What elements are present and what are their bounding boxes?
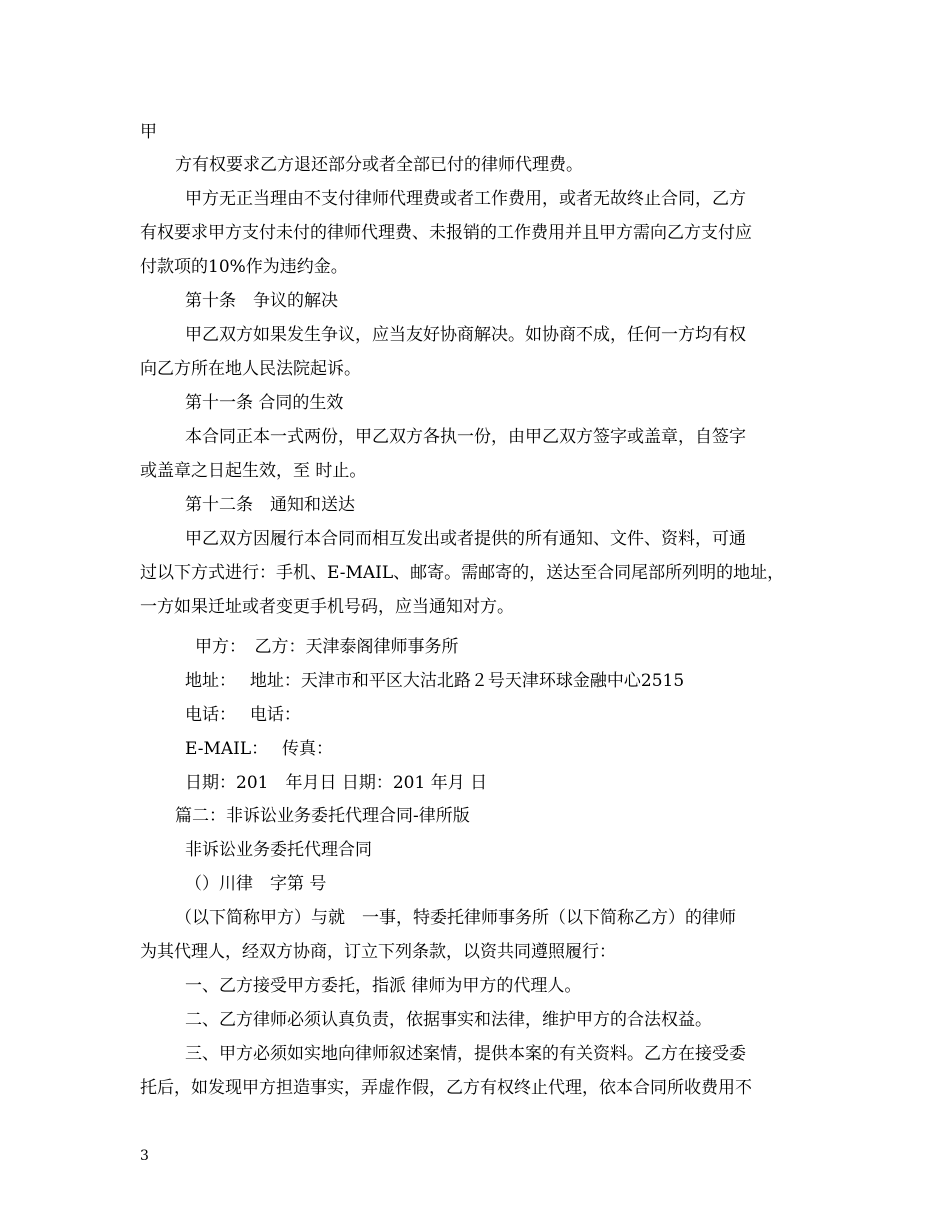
text-line: 甲乙双方因履行本合同而相互发出或者提供的所有通知、文件、资料，可通 xyxy=(185,529,746,549)
text-line: 或盖章之日起生效，至 时止。 xyxy=(140,461,367,481)
text-line: 过以下方式进行：手机、E-MAIL、邮寄。需邮寄的，送达至合同尾部所列明的地址， xyxy=(140,563,785,583)
text-line: 本合同正本一式两份，甲乙双方各执一份，由甲乙双方签字或盖章，自签字 xyxy=(185,427,746,447)
text-line: 二、乙方律师必须认真负责，依据事实和法律，维护甲方的合法权益。 xyxy=(185,1010,712,1030)
text-line: 甲方无正当理由不支付律师代理费或者工作费用，或者无故终止合同，乙方 xyxy=(185,189,746,209)
signature-line: E-MAIL： 传真： xyxy=(185,739,334,759)
signature-line: 地址： 地址：天津市和平区大沽北路２号天津环球金融中心2515 xyxy=(185,671,685,691)
section-heading: 第十条 争议的解决 xyxy=(185,291,338,311)
text-line: 甲乙双方如果发生争议，应当友好协商解决。如协商不成，任何一方均有权 xyxy=(185,325,746,345)
text-line: 有权要求甲方支付未付的律师代理费、未报销的工作费用并且甲方需向乙方支付应 xyxy=(140,223,752,243)
text-line: 甲 xyxy=(140,122,157,142)
section-heading: 第十一条 合同的生效 xyxy=(185,393,344,413)
page-number: 3 xyxy=(140,1148,149,1164)
signature-line: 日期：201 年月日 日期：201 年月 日 xyxy=(185,773,488,793)
text-line: 一、乙方接受甲方委托，指派 律师为甲方的代理人。 xyxy=(185,976,582,996)
text-line: 向乙方所在地人民法院起诉。 xyxy=(140,359,361,379)
chapter-heading: 篇二：非诉讼业务委托代理合同-律所版 xyxy=(175,806,470,826)
text-line: 为其代理人，经双方协商，订立下列条款，以资共同遵照履行： xyxy=(140,942,616,962)
contract-number: （）川律 字第 号 xyxy=(185,874,327,894)
text-line: 方有权要求乙方退还部分或者全部已付的律师代理费。 xyxy=(175,155,583,175)
section-heading: 第十二条 通知和送达 xyxy=(185,495,355,515)
text-line: 三、甲方必须如实地向律师叙述案情，提供本案的有关资料。乙方在接受委 xyxy=(185,1044,746,1064)
signature-line: 甲方： 乙方：天津泰阁律师事务所 xyxy=(195,637,459,657)
text-line: 托后，如发现甲方担造事实，弄虚作假，乙方有权终止代理，依本合同所收费用不 xyxy=(140,1078,752,1098)
signature-line: 电话： 电话： xyxy=(185,705,301,725)
text-line: 一方如果迁址或者变更手机号码，应当通知对方。 xyxy=(140,597,514,617)
contract-title: 非诉讼业务委托代理合同 xyxy=(185,840,372,860)
text-line: 付款项的10%作为违约金。 xyxy=(140,257,348,277)
text-line: （以下简称甲方）与就 一事，特委托律师事务所（以下简称乙方）的律师 xyxy=(175,908,736,928)
